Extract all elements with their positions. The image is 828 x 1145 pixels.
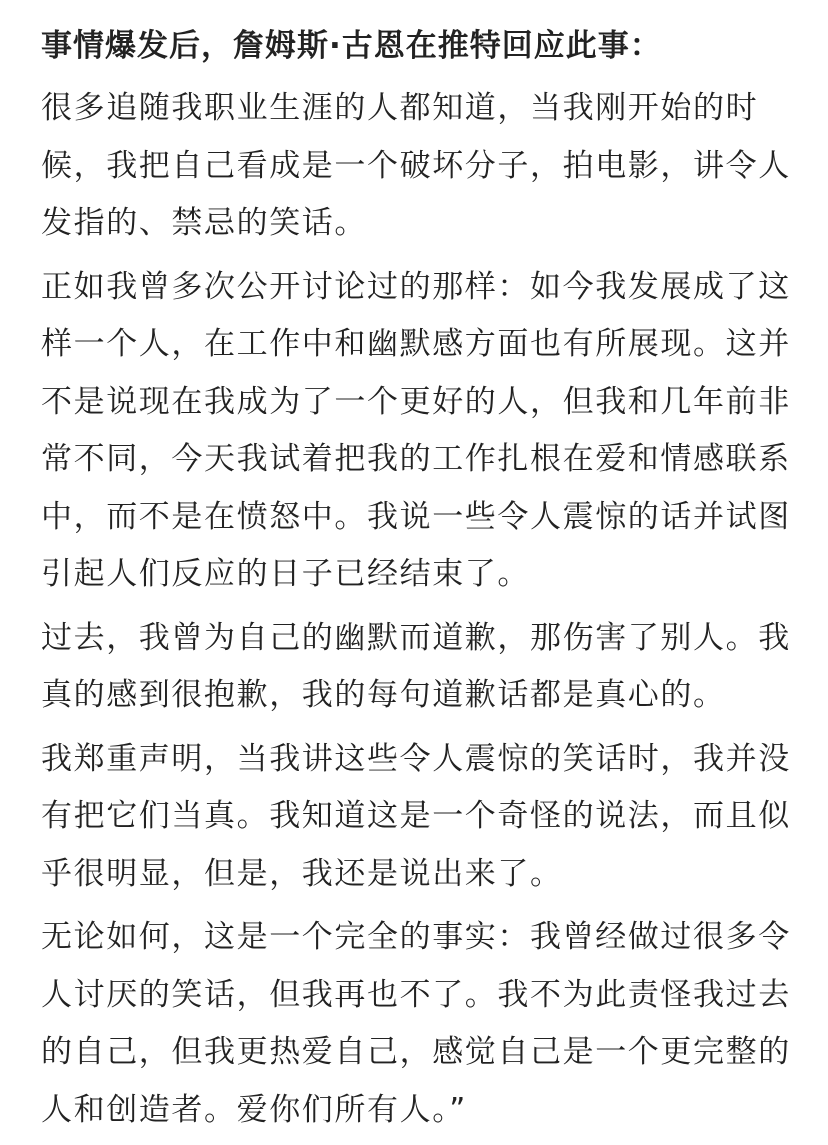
paragraph-line: 有把它们当真。我知道这是一个奇怪的说法，而且似	[41, 798, 791, 834]
paragraph-line: 发指的、禁忌的笑话。	[41, 205, 367, 241]
paragraph-line: 很多追随我职业生涯的人都知道，当我刚开始的时	[41, 90, 759, 126]
paragraph-line: 样一个人，在工作中和幽默感方面也有所展现。这并	[41, 326, 791, 362]
article	[41, 18, 791, 1145]
paragraph-line: 不是说现在我成为了一个更好的人，但我和几年前非	[41, 383, 791, 420]
paragraph-line: 人讨厌的笑话，但我再也不了。我不为此责怪我过去	[41, 976, 791, 1013]
paragraph-2	[41, 259, 791, 604]
paragraph-line: 中，而不是在愤怒中。我说一些令人震惊的话并试图	[41, 498, 791, 535]
paragraph-line: 我郑重声明，当我讲这些令人震惊的笑话时，我并没	[41, 740, 791, 777]
paragraph-line: 过去，我曾为自己的幽默而道歉，那伤害了别人。我	[41, 619, 791, 656]
paragraph-1	[41, 80, 791, 253]
paragraph-line: 候，我把自己看成是一个破坏分子，拍电影，讲令人	[41, 147, 791, 184]
paragraph-line: 正如我曾多次公开讨论过的那样：如今我发展成了这	[41, 268, 791, 305]
paragraph-line: 人和创造者。爱你们所有人。”	[41, 1091, 467, 1128]
paragraph-4	[41, 731, 791, 904]
paragraph-line: 常不同，今天我试着把我的工作扎根在爱和情感联系	[41, 441, 791, 477]
paragraph-5	[41, 909, 791, 1139]
paragraph-3	[41, 610, 791, 725]
paragraph-line: 乎很明显，但是，我还是说出来了。	[41, 855, 563, 892]
article-title: 事情爆发后，詹姆斯·古恩在推特回应此事：	[41, 28, 662, 64]
paragraph-line: 真的感到很抱歉，我的每句道歉话都是真心的。	[41, 677, 726, 713]
paragraph-line: 的自己，但我更热爱自己，感觉自己是一个更完整的	[41, 1034, 791, 1070]
paragraph-line: 无论如何，这是一个完全的事实：我曾经做过很多令	[41, 919, 791, 955]
paragraph-line: 引起人们反应的日子已经结束了。	[41, 556, 530, 592]
